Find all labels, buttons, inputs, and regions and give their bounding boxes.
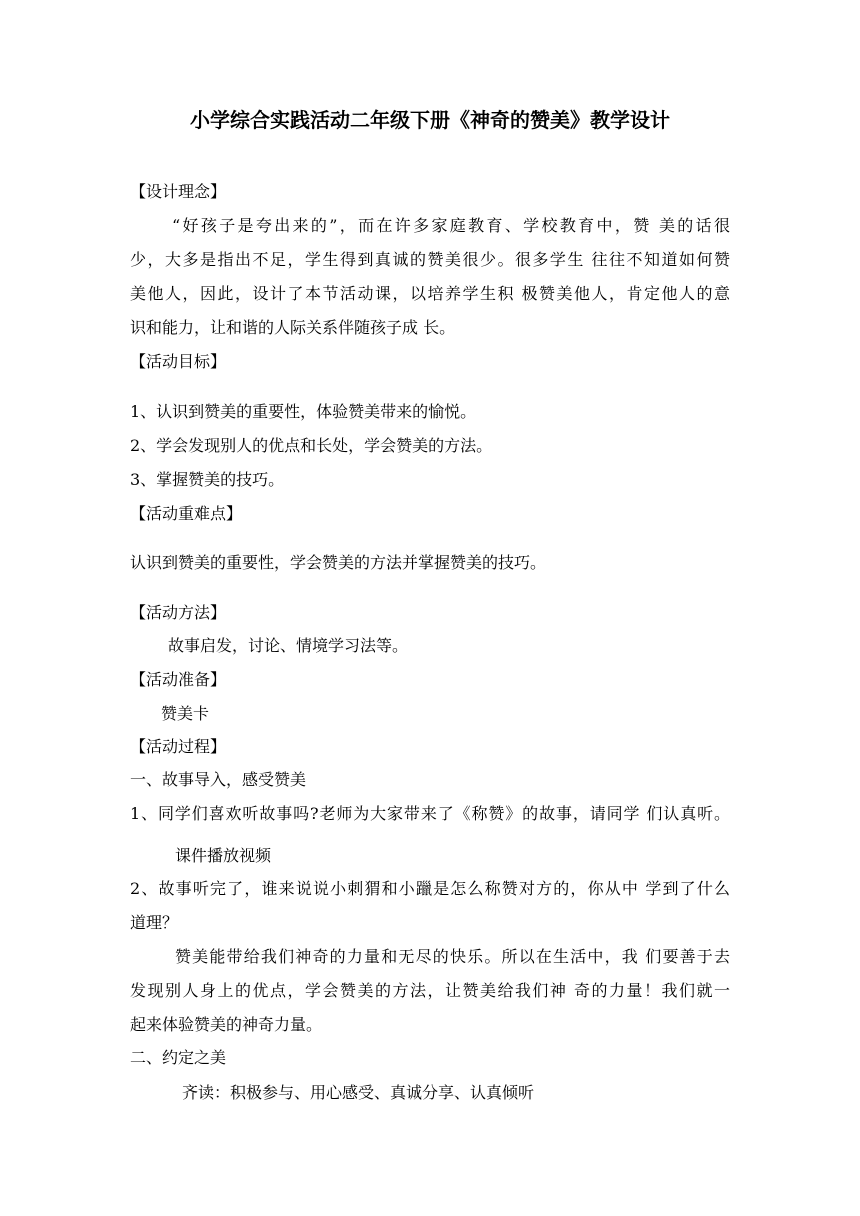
section-1-title: 一、故事导入，感受赞美 (130, 770, 307, 789)
design-concept-heading: 【设计理念】 (130, 182, 227, 201)
recite-text: 齐读：积极参与、用心感受、真诚分享、认真倾听 (182, 1083, 535, 1102)
preparation-text: 赞美卡 (161, 704, 210, 723)
methods-text: 故事启发，讨论、情境学习法等。 (168, 636, 409, 655)
paragraph-line-1: 赞美能带给我们神奇的力量和无尽的快乐。所以在生活中，我 们要善于去 (175, 947, 730, 966)
design-concept-line-2: 少，大多是指出不足，学生得到真诚的赞美很少。很多学生 往往不知道如何赞 (130, 250, 730, 269)
step-2-line-2: 道理？ (130, 913, 179, 932)
preparation-heading: 【活动准备】 (130, 670, 227, 689)
section-2-title: 二、约定之美 (130, 1048, 227, 1067)
step-2-line-1: 2、故事听完了，谁来说说小刺猬和小躐是怎么称赞对方的，你从中 学到了什么 (130, 879, 730, 898)
step-1-text: 1、同学们喜欢听故事吗?老师为大家带来了《称赞》的故事，请同学 们认真听。 (130, 804, 730, 823)
video-text: 课件播放视频 (175, 846, 272, 865)
design-concept-line-4: 识和能力，让和谐的人际关系伴随孩子成 长。 (130, 318, 456, 337)
design-concept-line-3: 美他人，因此，设计了本节活动课，以培养学生积 极赞美他人，肯定他人的意 (130, 284, 730, 303)
methods-heading: 【活动方法】 (130, 603, 227, 622)
paragraph-line-2: 发现别人身上的优点，学会赞美的方法，让赞美给我们神 奇的力量！我们就一 (130, 981, 730, 1000)
key-points-heading: 【活动重难点】 (130, 504, 243, 523)
design-concept-line-1: “好孩子是夸出来的”，而在许多家庭教育、学校教育中，赞 美的话很 (172, 216, 730, 235)
goals-heading: 【活动目标】 (130, 352, 227, 371)
document-title: 小学综合实践活动二年级下册《神奇的赞美》教学设计 (190, 108, 670, 132)
goal-item-3: 3、掌握赞美的技巧。 (130, 470, 285, 489)
goal-item-1: 1、认识到赞美的重要性，体验赞美带来的愉悦。 (130, 402, 477, 421)
key-points-text: 认识到赞美的重要性，学会赞美的方法并掌握赞美的技巧。 (130, 553, 547, 572)
paragraph-line-3: 起来体验赞美的神奇力量。 (130, 1015, 323, 1034)
process-heading: 【活动过程】 (130, 737, 227, 756)
goal-item-2: 2、学会发现别人的优点和长处，学会赞美的方法。 (130, 436, 493, 455)
